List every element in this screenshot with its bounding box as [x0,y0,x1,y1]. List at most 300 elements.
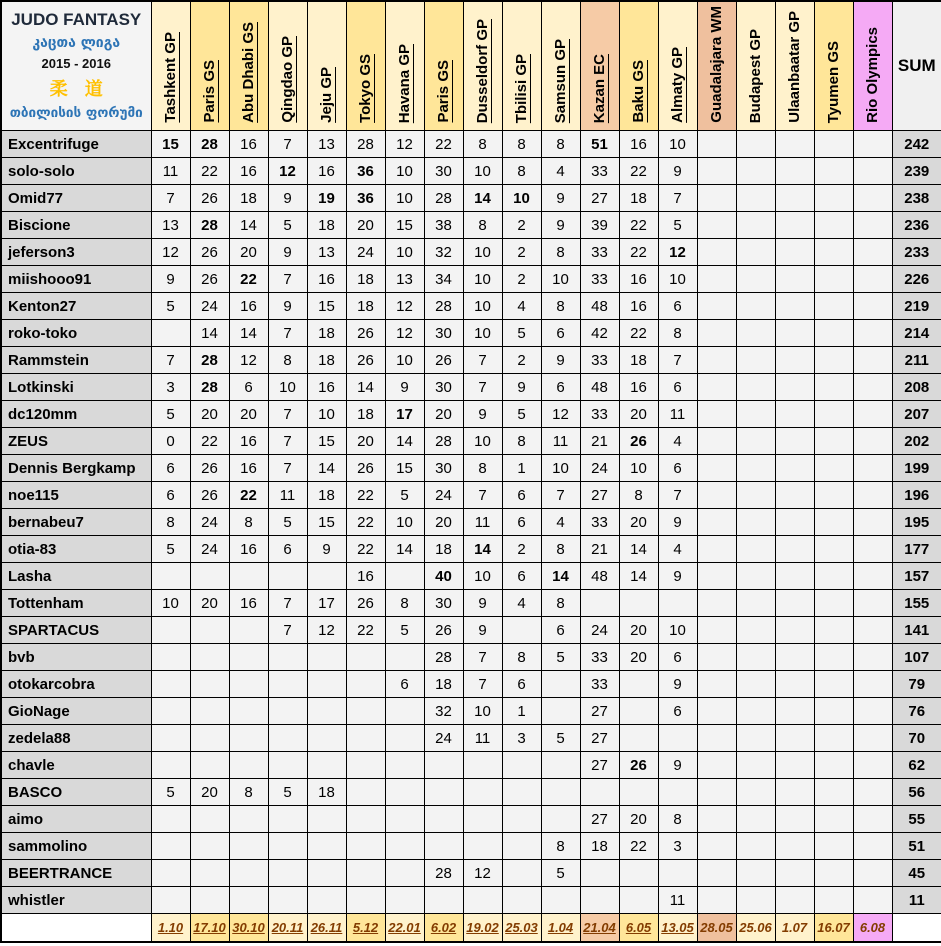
score-cell[interactable]: 6 [502,509,541,536]
score-cell[interactable]: 26 [424,617,463,644]
score-cell[interactable] [853,212,892,239]
score-cell[interactable] [268,752,307,779]
score-cell[interactable] [814,671,853,698]
score-cell[interactable]: 21 [580,428,619,455]
score-cell[interactable]: 9 [541,212,580,239]
score-cell[interactable]: 10 [658,131,697,158]
score-cell[interactable]: 11 [151,158,190,185]
score-cell[interactable] [658,590,697,617]
score-cell[interactable]: 7 [268,320,307,347]
sum-cell[interactable]: 239 [892,158,941,185]
player-name[interactable]: BASCO [1,779,151,806]
score-cell[interactable]: 22 [619,833,658,860]
score-cell[interactable]: 20 [346,428,385,455]
score-cell[interactable] [268,644,307,671]
score-cell[interactable] [463,752,502,779]
score-cell[interactable]: 12 [268,158,307,185]
score-cell[interactable] [736,617,775,644]
score-cell[interactable]: 10 [385,509,424,536]
score-cell[interactable]: 2 [502,212,541,239]
score-cell[interactable]: 7 [463,671,502,698]
score-cell[interactable]: 5 [502,401,541,428]
sum-cell[interactable]: 157 [892,563,941,590]
score-cell[interactable] [775,590,814,617]
score-cell[interactable] [775,212,814,239]
score-cell[interactable] [541,779,580,806]
player-name[interactable]: Dennis Bergkamp [1,455,151,482]
score-cell[interactable]: 6 [151,455,190,482]
score-cell[interactable]: 11 [658,887,697,914]
score-cell[interactable]: 8 [268,347,307,374]
sum-cell[interactable]: 196 [892,482,941,509]
score-cell[interactable]: 6 [385,671,424,698]
score-cell[interactable] [736,482,775,509]
score-cell[interactable]: 7 [541,482,580,509]
score-cell[interactable]: 22 [346,536,385,563]
score-cell[interactable]: 48 [580,293,619,320]
score-cell[interactable] [736,320,775,347]
score-cell[interactable] [814,617,853,644]
score-cell[interactable]: 24 [190,293,229,320]
score-cell[interactable]: 20 [229,239,268,266]
score-cell[interactable]: 5 [502,320,541,347]
score-cell[interactable]: 13 [307,239,346,266]
score-cell[interactable]: 8 [541,833,580,860]
score-cell[interactable] [814,482,853,509]
score-cell[interactable]: 11 [463,725,502,752]
sum-cell[interactable]: 219 [892,293,941,320]
score-cell[interactable]: 24 [190,509,229,536]
score-cell[interactable] [853,266,892,293]
score-cell[interactable]: 6 [502,563,541,590]
score-cell[interactable]: 32 [424,698,463,725]
score-cell[interactable] [268,671,307,698]
score-cell[interactable] [775,401,814,428]
score-cell[interactable] [853,401,892,428]
column-header-baku-gs[interactable] [619,1,658,131]
score-cell[interactable]: 26 [190,455,229,482]
score-cell[interactable]: 18 [307,320,346,347]
score-cell[interactable]: 28 [190,131,229,158]
score-cell[interactable]: 21 [580,536,619,563]
score-cell[interactable] [697,239,736,266]
score-cell[interactable]: 15 [385,212,424,239]
sum-column-header[interactable]: SUM [892,1,941,131]
player-name[interactable]: zedela88 [1,725,151,752]
sum-cell[interactable]: 79 [892,671,941,698]
score-cell[interactable]: 16 [229,131,268,158]
score-cell[interactable] [814,563,853,590]
score-cell[interactable]: 30 [424,590,463,617]
score-cell[interactable]: 8 [541,536,580,563]
score-cell[interactable] [697,320,736,347]
score-cell[interactable] [541,752,580,779]
score-cell[interactable]: 16 [619,266,658,293]
sum-cell[interactable]: 207 [892,401,941,428]
score-cell[interactable] [814,293,853,320]
score-cell[interactable] [229,725,268,752]
score-cell[interactable] [307,752,346,779]
score-cell[interactable] [775,185,814,212]
score-cell[interactable]: 5 [151,779,190,806]
score-cell[interactable] [853,698,892,725]
score-cell[interactable] [736,455,775,482]
score-cell[interactable] [190,698,229,725]
player-name[interactable]: noe115 [1,482,151,509]
score-cell[interactable]: 18 [346,293,385,320]
score-cell[interactable]: 9 [502,374,541,401]
sum-cell[interactable]: 208 [892,374,941,401]
score-cell[interactable]: 18 [307,212,346,239]
score-cell[interactable]: 14 [346,374,385,401]
score-cell[interactable]: 18 [307,347,346,374]
score-cell[interactable] [151,671,190,698]
column-header-jeju-gp[interactable] [307,1,346,131]
score-cell[interactable] [268,563,307,590]
score-cell[interactable]: 15 [385,455,424,482]
score-cell[interactable]: 6 [658,455,697,482]
score-cell[interactable] [814,806,853,833]
sum-cell[interactable]: 55 [892,806,941,833]
score-cell[interactable] [151,860,190,887]
score-cell[interactable]: 18 [307,779,346,806]
score-cell[interactable] [775,455,814,482]
score-cell[interactable] [619,590,658,617]
score-cell[interactable] [697,482,736,509]
score-cell[interactable]: 9 [658,509,697,536]
score-cell[interactable] [736,536,775,563]
sum-cell[interactable]: 45 [892,860,941,887]
score-cell[interactable]: 14 [385,428,424,455]
column-header-samsun-gp[interactable] [541,1,580,131]
score-cell[interactable]: 9 [463,401,502,428]
score-cell[interactable] [346,887,385,914]
score-cell[interactable] [502,779,541,806]
score-cell[interactable]: 8 [229,509,268,536]
score-cell[interactable] [853,428,892,455]
score-cell[interactable]: 20 [190,779,229,806]
score-cell[interactable]: 18 [619,347,658,374]
score-cell[interactable]: 10 [463,158,502,185]
score-cell[interactable]: 16 [229,428,268,455]
date-cell[interactable]: 28.05 [697,914,736,943]
score-cell[interactable]: 14 [619,536,658,563]
score-cell[interactable] [775,374,814,401]
score-cell[interactable]: 8 [502,428,541,455]
score-cell[interactable] [736,563,775,590]
score-cell[interactable] [385,563,424,590]
column-header-tokyo-gs[interactable] [346,1,385,131]
score-cell[interactable] [736,185,775,212]
score-cell[interactable] [229,644,268,671]
sum-cell[interactable]: 155 [892,590,941,617]
score-cell[interactable]: 28 [190,374,229,401]
score-cell[interactable] [502,887,541,914]
score-cell[interactable]: 26 [190,266,229,293]
score-cell[interactable] [151,806,190,833]
score-cell[interactable]: 14 [541,563,580,590]
player-name[interactable]: Rammstein [1,347,151,374]
player-name[interactable]: roko-toko [1,320,151,347]
score-cell[interactable]: 7 [268,428,307,455]
score-cell[interactable] [268,833,307,860]
score-cell[interactable] [697,536,736,563]
score-cell[interactable] [307,833,346,860]
score-cell[interactable] [658,779,697,806]
score-cell[interactable]: 6 [658,698,697,725]
score-cell[interactable]: 20 [346,212,385,239]
score-cell[interactable]: 10 [463,698,502,725]
score-cell[interactable] [853,644,892,671]
score-cell[interactable]: 14 [190,320,229,347]
score-cell[interactable] [229,887,268,914]
score-cell[interactable] [775,752,814,779]
score-cell[interactable] [814,590,853,617]
score-cell[interactable]: 5 [268,779,307,806]
score-cell[interactable]: 5 [385,617,424,644]
sum-cell[interactable]: 70 [892,725,941,752]
score-cell[interactable] [775,644,814,671]
score-cell[interactable]: 14 [385,536,424,563]
player-name[interactable]: otia-83 [1,536,151,563]
score-cell[interactable]: 33 [580,347,619,374]
date-cell[interactable]: 6.05 [619,914,658,943]
score-cell[interactable]: 9 [658,158,697,185]
score-cell[interactable] [853,482,892,509]
column-header-tyumen-gs[interactable] [814,1,853,131]
score-cell[interactable]: 4 [502,293,541,320]
score-cell[interactable] [151,563,190,590]
score-cell[interactable]: 9 [658,752,697,779]
score-cell[interactable] [697,158,736,185]
player-name[interactable]: GioNage [1,698,151,725]
score-cell[interactable]: 11 [268,482,307,509]
score-cell[interactable] [502,752,541,779]
score-cell[interactable]: 27 [580,698,619,725]
score-cell[interactable]: 5 [151,401,190,428]
score-cell[interactable]: 16 [619,131,658,158]
score-cell[interactable] [775,563,814,590]
column-header-kazan-ec[interactable] [580,1,619,131]
score-cell[interactable]: 10 [385,239,424,266]
score-cell[interactable] [775,617,814,644]
score-cell[interactable]: 5 [541,725,580,752]
score-cell[interactable]: 26 [619,428,658,455]
score-cell[interactable] [463,779,502,806]
score-cell[interactable]: 40 [424,563,463,590]
score-cell[interactable] [385,860,424,887]
score-cell[interactable] [307,887,346,914]
score-cell[interactable]: 8 [385,590,424,617]
score-cell[interactable]: 22 [619,158,658,185]
score-cell[interactable] [385,833,424,860]
column-header-ulaanbaatar-gp[interactable] [775,1,814,131]
score-cell[interactable]: 30 [424,374,463,401]
score-cell[interactable]: 16 [229,293,268,320]
score-cell[interactable]: 4 [541,158,580,185]
score-cell[interactable] [307,725,346,752]
sum-cell[interactable]: 242 [892,131,941,158]
score-cell[interactable]: 10 [385,185,424,212]
score-cell[interactable] [736,806,775,833]
date-cell[interactable]: 30.10 [229,914,268,943]
score-cell[interactable]: 5 [385,482,424,509]
column-header-havana-gp[interactable] [385,1,424,131]
score-cell[interactable] [697,671,736,698]
score-cell[interactable]: 28 [424,428,463,455]
score-cell[interactable] [697,590,736,617]
score-cell[interactable]: 12 [385,293,424,320]
player-name[interactable]: BEERTRANCE [1,860,151,887]
score-cell[interactable]: 24 [580,617,619,644]
score-cell[interactable] [580,887,619,914]
score-cell[interactable] [385,779,424,806]
score-cell[interactable] [229,671,268,698]
score-cell[interactable]: 22 [424,131,463,158]
score-cell[interactable] [424,887,463,914]
score-cell[interactable] [151,752,190,779]
score-cell[interactable]: 9 [463,590,502,617]
score-cell[interactable]: 10 [619,455,658,482]
score-cell[interactable]: 24 [424,725,463,752]
score-cell[interactable]: 10 [463,266,502,293]
score-cell[interactable] [346,779,385,806]
sum-cell[interactable]: 177 [892,536,941,563]
score-cell[interactable] [853,671,892,698]
score-cell[interactable] [697,887,736,914]
score-cell[interactable] [814,320,853,347]
column-header-abu-dhabi-gs[interactable] [229,1,268,131]
column-header-paris-gs[interactable] [190,1,229,131]
player-name[interactable]: whistler [1,887,151,914]
score-cell[interactable]: 13 [307,131,346,158]
score-cell[interactable]: 26 [190,482,229,509]
player-name[interactable]: bvb [1,644,151,671]
score-cell[interactable]: 7 [268,590,307,617]
score-cell[interactable]: 6 [151,482,190,509]
score-cell[interactable] [580,590,619,617]
score-cell[interactable] [775,239,814,266]
score-cell[interactable]: 33 [580,266,619,293]
score-cell[interactable]: 15 [307,428,346,455]
score-cell[interactable] [736,212,775,239]
score-cell[interactable] [814,887,853,914]
score-cell[interactable] [268,806,307,833]
column-header-qingdao-gp[interactable] [268,1,307,131]
date-cell[interactable]: 25.03 [502,914,541,943]
score-cell[interactable] [580,860,619,887]
score-cell[interactable]: 8 [463,131,502,158]
score-cell[interactable] [346,860,385,887]
date-cell[interactable]: 5.12 [346,914,385,943]
score-cell[interactable]: 24 [424,482,463,509]
score-cell[interactable] [658,725,697,752]
score-cell[interactable]: 14 [229,212,268,239]
score-cell[interactable]: 8 [229,779,268,806]
score-cell[interactable]: 5 [658,212,697,239]
score-cell[interactable] [151,320,190,347]
score-cell[interactable]: 8 [541,239,580,266]
score-cell[interactable]: 9 [385,374,424,401]
score-cell[interactable] [307,860,346,887]
score-cell[interactable]: 4 [658,428,697,455]
score-cell[interactable] [814,779,853,806]
score-cell[interactable] [853,131,892,158]
score-cell[interactable]: 18 [307,482,346,509]
score-cell[interactable]: 16 [619,374,658,401]
score-cell[interactable] [697,428,736,455]
score-cell[interactable] [814,509,853,536]
sum-cell[interactable]: 76 [892,698,941,725]
score-cell[interactable]: 5 [541,644,580,671]
score-cell[interactable]: 9 [463,617,502,644]
score-cell[interactable]: 33 [580,239,619,266]
score-cell[interactable] [307,563,346,590]
score-cell[interactable]: 6 [268,536,307,563]
score-cell[interactable]: 26 [346,590,385,617]
score-cell[interactable] [463,806,502,833]
score-cell[interactable] [775,482,814,509]
score-cell[interactable]: 2 [502,536,541,563]
score-cell[interactable] [814,725,853,752]
score-cell[interactable]: 32 [424,239,463,266]
score-cell[interactable]: 22 [619,320,658,347]
sum-cell[interactable]: 226 [892,266,941,293]
score-cell[interactable]: 7 [268,455,307,482]
sum-cell[interactable]: 199 [892,455,941,482]
score-cell[interactable] [190,725,229,752]
player-name[interactable]: ZEUS [1,428,151,455]
score-cell[interactable]: 6 [658,293,697,320]
score-cell[interactable]: 28 [424,644,463,671]
sum-cell[interactable]: 51 [892,833,941,860]
score-cell[interactable] [151,887,190,914]
score-cell[interactable] [190,563,229,590]
score-cell[interactable]: 30 [424,158,463,185]
score-cell[interactable]: 16 [229,158,268,185]
score-cell[interactable] [814,536,853,563]
score-cell[interactable]: 12 [151,239,190,266]
score-cell[interactable] [853,239,892,266]
score-cell[interactable]: 9 [658,563,697,590]
score-cell[interactable]: 26 [424,347,463,374]
score-cell[interactable] [736,509,775,536]
score-cell[interactable]: 11 [463,509,502,536]
column-header-guadalajara-wm[interactable] [697,1,736,131]
score-cell[interactable]: 9 [307,536,346,563]
player-name[interactable]: Lotkinski [1,374,151,401]
score-cell[interactable] [346,671,385,698]
date-cell[interactable]: 1.10 [151,914,190,943]
score-cell[interactable] [775,671,814,698]
player-name[interactable]: Tottenham [1,590,151,617]
score-cell[interactable]: 10 [463,428,502,455]
score-cell[interactable] [697,644,736,671]
score-cell[interactable]: 12 [463,860,502,887]
score-cell[interactable]: 9 [658,671,697,698]
score-cell[interactable] [541,887,580,914]
column-header-paris-gs[interactable] [424,1,463,131]
score-cell[interactable] [619,887,658,914]
score-cell[interactable]: 2 [502,266,541,293]
score-cell[interactable]: 7 [463,644,502,671]
score-cell[interactable]: 48 [580,563,619,590]
score-cell[interactable] [814,185,853,212]
score-cell[interactable]: 10 [385,347,424,374]
score-cell[interactable]: 20 [619,509,658,536]
score-cell[interactable] [853,509,892,536]
score-cell[interactable]: 14 [229,320,268,347]
